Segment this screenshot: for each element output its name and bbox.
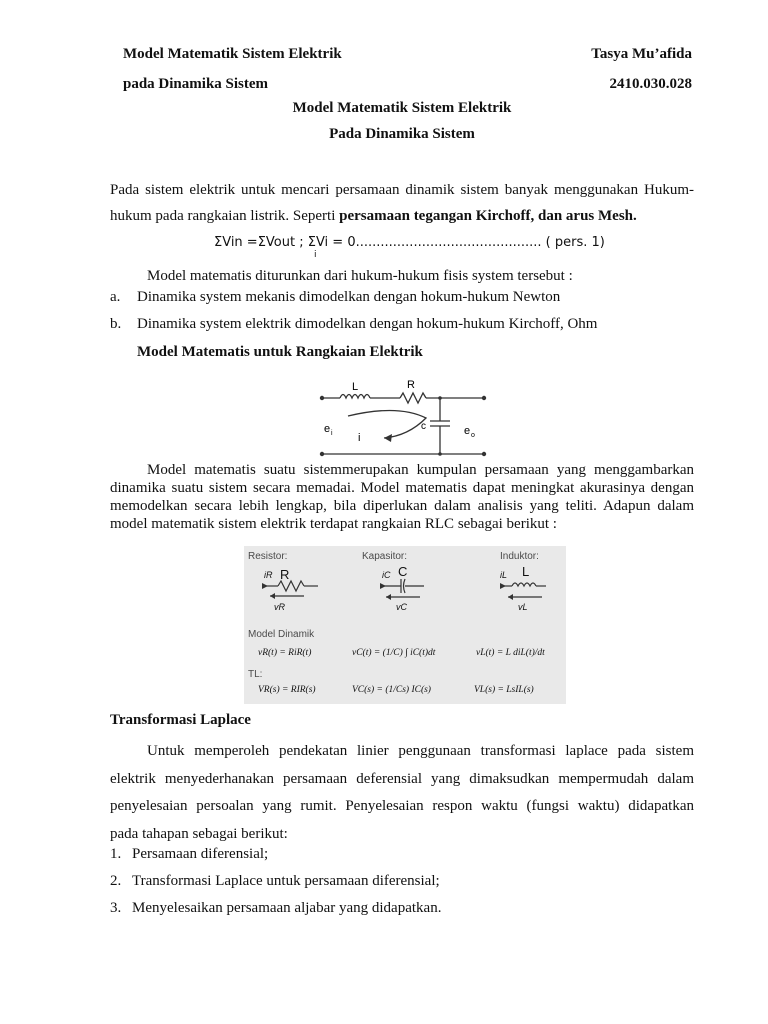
table-i-R: iR: [264, 570, 273, 580]
label-ei: e: [324, 423, 331, 435]
model-line-3: memodelkan secara lebih lengkap, bila diperlukan dalam analisis yang teliti. Adapun dalam: [110, 498, 694, 514]
header-course-subtitle: pada Dinamika Sistem: [123, 76, 269, 92]
step-3: Menyelesaikan persamaan aljabar yang didapatkan.: [132, 900, 442, 916]
list-item-a: Dinamika system mekanis dimodelkan dengan hokum-hukum Newton: [137, 289, 561, 305]
list-item-b: Dinamika system elektrik dimodelkan dengan hokum-hukum Kirchoff, Ohm: [137, 316, 598, 332]
eq-vc: vC(t) = (1/C) ∫ iC(t)dt: [352, 648, 436, 658]
table-L: L: [522, 564, 530, 579]
step-marker-1: 1.: [110, 846, 122, 862]
label-eo: e: [464, 425, 471, 437]
step-1: Persamaan diferensial;: [132, 846, 269, 862]
intro-line-2-bold: persamaan tegangan Kirchoff, dan arus Mesh.: [339, 208, 637, 224]
table-C: C: [398, 564, 408, 579]
rlc-element-table: [244, 546, 566, 704]
table-v-C: vC: [396, 602, 407, 612]
eq-vl: vL(t) = L diL(t)/dt: [476, 648, 545, 658]
eq-Vc: VC(s) = (1/Cs) IC(s): [352, 685, 431, 695]
laplace-heading: Transformasi Laplace: [110, 712, 251, 728]
resistor-symbol: [400, 393, 426, 403]
step-marker-3: 3.: [110, 900, 122, 916]
step-marker-2: 2.: [110, 873, 122, 889]
inductor-symbol: [340, 395, 370, 399]
step-2: Transformasi Laplace untuk persamaan diferensial;: [132, 873, 440, 889]
kirchoff-equation: ΣVin =ΣVout ; ΣVi = 0............................................. ( pers. 1): [214, 235, 605, 250]
laplace-paragraph: [110, 738, 694, 848]
eq-Vl: VL(s) = LsIL(s): [474, 685, 534, 695]
header-author: Tasya Mu’afida: [591, 46, 692, 62]
eq-Vr: VR(s) = RIR(s): [258, 685, 316, 695]
intro-line-2-normal: hukum pada rangkaian listrik. Seperti: [110, 208, 340, 224]
header-student-id: 2410.030.028: [609, 76, 692, 92]
model-dinamik-label: Model Dinamik: [248, 629, 315, 640]
page-title: Model Matematik Sistem Elektrik: [292, 100, 512, 116]
list-marker-b: b.: [110, 316, 122, 332]
model-line-1: Model matematis suatu sistemmerupakan kumpulan persamaan yang menggambarkan: [147, 462, 694, 478]
laplace-line-2: elektrik menyederhanakan persamaan deferensial yang dimaksudkan mempermudah dalam: [110, 770, 694, 787]
table-v-L: vL: [518, 602, 528, 612]
list-marker-a: a.: [110, 289, 121, 305]
header-course-title: Model Matematik Sistem Elektrik: [123, 46, 342, 62]
label-R: R: [407, 379, 415, 391]
laplace-line-1: Untuk memperoleh pendekatan linier penggunaan transformasi laplace pada sistem: [147, 743, 694, 759]
model-line-4: model matematik sistem elektrik terdapat rangkaian RLC sebagai berikut :: [110, 516, 557, 532]
derived-sentence: Model matematis diturunkan dari hukum-hukum fisis system tersebut :: [147, 268, 573, 284]
laplace-line-4: pada tahapan sebagai berikut:: [110, 825, 288, 842]
label-L: L: [352, 381, 359, 393]
label-C: c: [421, 421, 426, 432]
kirchoff-equation-subscript: i: [314, 250, 317, 260]
table-R: R: [280, 567, 290, 582]
tl-label: TL:: [248, 669, 263, 680]
intro-line-1: Pada sistem elektrik untuk mencari persamaan dinamik sistem banyak menggunakan Hukum-: [110, 182, 694, 198]
intro-paragraph: [110, 182, 694, 199]
label-i: i: [358, 432, 361, 444]
model-line-2: dinamika suatu sistem secara memadai. Model matematis dapat meningkat akurasinya dengan: [110, 480, 694, 496]
rlc-circuit-diagram: [318, 370, 490, 462]
rlc-heading: Model Matematis untuk Rangkaian Elektrik: [137, 344, 423, 360]
eq-vr: vR(t) = RiR(t): [258, 648, 312, 658]
page-subtitle: Pada Dinamika Sistem: [329, 126, 475, 142]
label-eo-sub: o: [471, 432, 475, 439]
inductor-label: Induktor:: [500, 551, 539, 562]
model-paragraph: [110, 461, 694, 533]
intro-line-2: [110, 208, 637, 225]
resistor-label: Resistor:: [248, 551, 288, 562]
table-v-R: vR: [274, 602, 285, 612]
laplace-line-3: penyelesaian persoalan yang rumit. Penyelesaian respon waktu (fungsi waktu) didapatkan: [110, 798, 694, 814]
label-ei-sub: i: [331, 430, 333, 437]
table-i-L: iL: [500, 570, 508, 580]
capacitor-label: Kapasitor:: [362, 551, 408, 562]
table-i-C: iC: [382, 570, 391, 580]
